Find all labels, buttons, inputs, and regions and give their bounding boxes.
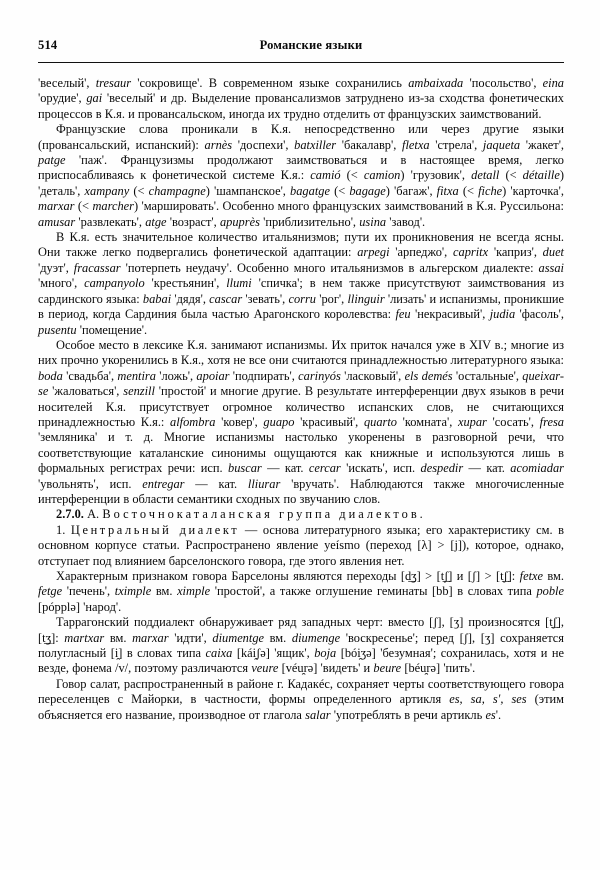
example-term: judia <box>489 307 516 322</box>
example-term: marcher <box>92 199 134 214</box>
example-term: duet <box>542 245 565 260</box>
example-term: beure <box>373 661 402 676</box>
running-title: Романские языки <box>259 38 363 52</box>
example-term: babai <box>142 291 172 306</box>
example-term: fracassar <box>73 260 121 275</box>
example-term: llinguir <box>347 291 385 306</box>
example-term: arpegi <box>357 245 390 260</box>
heading-title: Восточнокаталанская группа диалектов. <box>102 507 426 522</box>
example-term: carinyós <box>298 368 341 383</box>
example-term: poble <box>536 584 564 599</box>
example-term: tximple <box>114 584 152 599</box>
example-term: pusentu <box>38 322 77 337</box>
example-term: caixa <box>205 646 233 661</box>
example-term: mentira <box>117 368 156 383</box>
example-term: marxar <box>38 199 75 214</box>
example-term: llumi <box>226 276 252 291</box>
running-head <box>38 38 564 56</box>
paragraph-tarragona-subdialect: Таррагонский поддиалект обнаруживает ряд западных черт: вместо [ʃ], [ʒ] произносятся [t͟ʃ], [t͟ʒ]: martxar вм. marxar 'идти', diumentge вм. diumenge 'воскресенье'; перед [ʃ], [ʒ] сохраняется полугласный [i̯] в словах типа caixa [kái̯ʃə] 'ящик', boja [bói̯ʒə] 'безумная'; сохранилась, хотя и не везде, фонема /v/, поэтому различаются veure [véu̯rə] 'видеть' и beure [béu̯rə] 'пить'. <box>38 615 565 676</box>
example-term: camió <box>310 168 341 183</box>
heading-2-7-0 <box>38 507 564 522</box>
example-term: assai <box>538 260 564 275</box>
example-term: alfombra <box>170 414 216 429</box>
example-term: senzill <box>123 384 155 399</box>
example-term: eina <box>542 76 565 90</box>
example-term: détaille <box>522 168 560 183</box>
example-term: apuprès <box>219 214 260 229</box>
example-term: entregar <box>142 476 185 491</box>
example-term: guapo <box>263 414 295 429</box>
example-term: martxar <box>64 630 105 645</box>
example-term: jaqueta <box>482 137 521 152</box>
example-term: acomiadar <box>510 461 564 476</box>
paragraph-central-dialect <box>38 523 564 569</box>
example-term: fresa <box>539 414 564 429</box>
example-term: fetxe <box>519 569 544 583</box>
heading-number: 2.7.0. <box>56 507 84 522</box>
example-term: queixar-se <box>38 368 564 399</box>
example-term: diumentge <box>212 630 265 645</box>
example-term: amusar <box>38 214 76 229</box>
example-term: feu <box>395 307 411 322</box>
example-term: batxiller <box>294 137 337 152</box>
example-term: boda <box>38 368 63 383</box>
term-central-dialect: Центральный диалект <box>70 522 240 537</box>
example-term: tresaur <box>95 76 132 90</box>
example-term: arnès <box>204 137 233 152</box>
example-term: apoiar <box>196 368 230 383</box>
example-term: veure <box>251 661 279 676</box>
example-term: els demés <box>404 368 453 383</box>
example-term: ximple <box>177 584 211 599</box>
example-term: bagage <box>349 183 386 198</box>
example-term: usina <box>359 214 387 229</box>
paragraph-salat-speech: Говор салат, распространенный в районе г. Кадакéс, сохраняет черты соответствующего говора переселенцев с Майорки, в частности, формы определенного артикля es, sa, s', ses (этим объясняется его название, производное от глагола salar 'употреблять в речи артикль es'. <box>38 676 564 722</box>
example-term: fiche <box>478 183 503 198</box>
example-term: ambaixada <box>408 76 464 90</box>
example-term: quarto <box>363 414 397 429</box>
example-term: champagne <box>148 183 206 198</box>
example-term: boja <box>314 646 337 661</box>
paragraph-gallicisms: Французские слова проникали в К.я. непосредственно или через другие языки (провансальский, испанский): arnès 'доспехи', batxiller 'бакалавр', fletxa 'стрела', jaqueta 'жакет', patge 'паж'. Французизмы продолжают заимствоваться и в настоящее время, легко приспосабливаясь к фонетической системе К.я.: camió (< camion) 'грузовик', detall (< détaille) 'деталь', xampany (< champagne) 'шампанское', bagatge (< bagage) 'багаж', fitxa (< fiche) 'карточка', marxar (< marcher) 'маршировать'. Особенно много французских заимствований в К.я. Руссильона: amusar 'развлекать', atge 'возраст', apuprès 'приблизительно', usina 'завод'. <box>38 122 565 229</box>
example-term: campanyolo <box>84 276 145 291</box>
example-term: cascar <box>209 291 243 306</box>
example-term: es <box>485 707 496 722</box>
example-term: marxar <box>132 630 169 645</box>
example-term: xupar <box>457 414 487 429</box>
example-term: fletxa <box>402 137 430 152</box>
example-term: patge <box>38 153 66 168</box>
paragraph-barcelona-speech: Характерным признаком говора Барселоны являются переходы [d͟ʒ] > [t͟ʃ] и [ʃ] > [t͟ʃ]: fetxe вм. fetge 'печень', tximple вм. ximple 'простой', а также оглушение геминаты [bb] в словах типа poble [pópplə] 'народ'. <box>38 569 564 614</box>
example-term: capritx <box>453 245 489 260</box>
paragraph-italianisms: В К.я. есть значительное количество итальянизмов; пути их проникновения не всегда ясны. Они также легко подвергались фонетической адаптации: arpegi 'арпеджо', capritx 'каприз', duet 'дуэт', fracassar 'потерпеть неудачу'. Особенно много итальянизмов в альгерском диалекте: assai 'много', campanyolo 'крестьянин', llumi 'спичка'; в нем также присутствуют заимствования из сардинского языка: babai 'дядя', cascar 'зевать', corru 'рог', llinguir 'лизать' и испанизмы, проникшие в период, когда Сардиния была частью Арагонского королевства: feu 'некрасивый', judia 'фасоль', pusentu 'помещение'. <box>38 230 565 337</box>
example-term: salar <box>305 707 331 722</box>
example-term: gai <box>86 91 103 106</box>
example-term: diumenge <box>291 630 341 645</box>
example-term: lliurar <box>247 476 281 491</box>
example-term: buscar <box>228 461 262 476</box>
example-term: bagatge <box>290 183 330 198</box>
example-term: corru <box>288 291 317 306</box>
example-term: fitxa <box>436 183 459 198</box>
page-number: 514 <box>38 38 58 52</box>
example-term: fetge <box>38 584 63 599</box>
paragraph-hispanisms: Особое место в лексике К.я. занимают испанизмы. Их приток начался уже в XIV в.; многие из них прочно укоренились в К.я., хотя не все они считаются принадлежностью литературного языка: boda 'свадьба', mentira 'ложь', apoiar 'подпирать', carinyós 'ласковый', els demés 'остальные', queixar-se 'жаловаться', senzill 'простой' и многие другие. В результате интерференции двух языков в речи носителей К.я. присутствует огромное количество испанских слов, не считающихся принадлежностью К.я.: alfombra 'ковер', guapo 'красивый', quarto 'комната', xupar 'сосать', fresa 'земляника' и т. д. Многие испанизмы настолько укоренены в разговорной речи, что соответствующие каталанские синонимы ощущаются как книжные и используются лишь в формальных регистрах речи: исп. buscar — кат. cercar 'искать', исп. despedir — кат. acomiadar 'увольнять', исп. entregar — кат. lliurar 'вручать'. Наблюдаются также многочисленные интерференции в области семантики сходных по звучанию слов. <box>38 337 564 506</box>
example-term: es, sa, s', ses <box>449 692 527 707</box>
page-content <box>38 38 564 723</box>
example-term: atge <box>145 214 167 229</box>
example-term: cercar <box>308 461 341 476</box>
paragraph-central-dialect-rest: — основа литературного языка; его характеристику см. в основном корпусе статьи. Распространено явление yeísmo (переход [λ] > [j]), которое, однако, отступает под влиянием барселонского говора, где этого явления нет. <box>38 522 565 568</box>
example-term: detall <box>471 168 500 183</box>
header-rule <box>38 62 564 63</box>
paragraph-provencalisms: 'веселый', tresaur 'сокровище'. В современном языке сохранились ambaixada 'посольство', eina 'орудие', gai 'веселый' и др. Выделение провансализмов затруднено из-за сходства фонетических процессов в К.я. и провансальском, иногда их трудно отделить от французских заимствований. <box>38 76 565 121</box>
example-term: despedir <box>420 461 464 476</box>
example-term: camion <box>363 168 401 183</box>
list-item-number: 1. <box>56 522 66 537</box>
heading-letter: А. <box>87 507 100 522</box>
example-term: xampany <box>84 183 130 198</box>
